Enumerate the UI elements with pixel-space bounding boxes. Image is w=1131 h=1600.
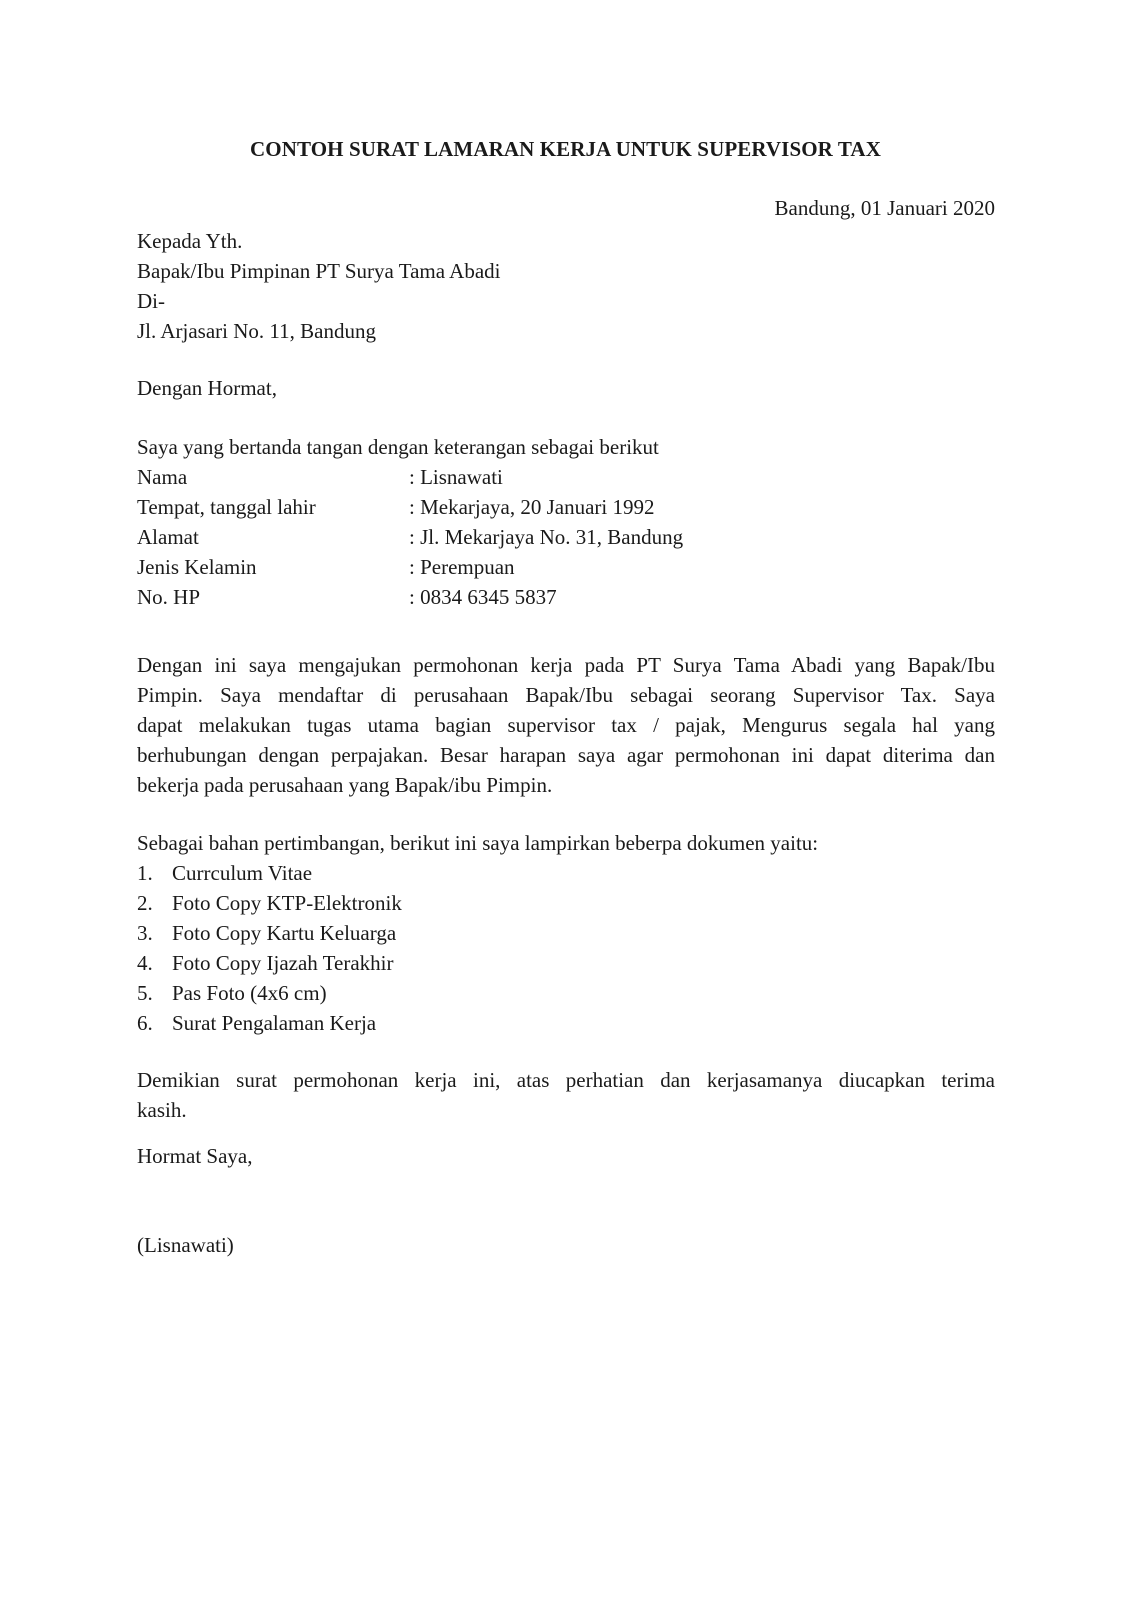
signature-name: (Lisnawati) <box>137 1233 234 1257</box>
list-number: 2. <box>137 891 153 915</box>
recipient-block <box>137 226 995 346</box>
closing-paragraph <box>137 1065 995 1125</box>
detail-label: No. HP <box>137 585 201 609</box>
list-item <box>137 918 995 948</box>
body-line: dapat melakukan tugas utama bagian supervisor tax / pajak, Mengurus segala hal yang <box>137 713 995 737</box>
detail-row <box>137 552 995 582</box>
list-item <box>137 888 995 918</box>
list-number: 4. <box>137 951 153 975</box>
body-line: Dengan ini saya mengajukan permohonan kerja pada PT Surya Tama Abadi yang Bapak/Ibu <box>137 653 995 677</box>
list-number: 6. <box>137 1011 153 1035</box>
detail-row <box>137 462 995 492</box>
closing-line: kasih. <box>137 1098 187 1122</box>
detail-value: : Jl. Mekarjaya No. 31, Bandung <box>409 525 684 549</box>
closing-line: Demikian surat permohonan kerja ini, atas perhatian dan kerjasamanya diucapkan terima <box>137 1068 995 1092</box>
detail-value: : 0834 6345 5837 <box>409 585 557 609</box>
list-text: Foto Copy Ijazah Terakhir <box>172 951 394 975</box>
applicant-details <box>137 462 995 612</box>
body-line: Pimpin. Saya mendaftar di perusahaan Bapak/Ibu sebagai seorang Supervisor Tax. Saya <box>137 683 995 707</box>
list-item <box>137 948 995 978</box>
greeting: Dengan Hormat, <box>137 376 277 400</box>
letter-title: CONTOH SURAT LAMARAN KERJA UNTUK SUPERVISOR TAX <box>250 137 881 161</box>
detail-label: Nama <box>137 465 188 489</box>
letter-date: Bandung, 01 Januari 2020 <box>774 196 995 220</box>
list-text: Pas Foto (4x6 cm) <box>172 981 327 1005</box>
detail-label: Alamat <box>137 525 199 549</box>
recipient-line: Di- <box>137 289 165 313</box>
detail-value: : Mekarjaya, 20 Januari 1992 <box>409 495 655 519</box>
attachments-intro: Sebagai bahan pertimbangan, berikut ini saya lampirkan beberpa dokumen yaitu: <box>137 831 819 855</box>
recipient-line: Bapak/Ibu Pimpinan PT Surya Tama Abadi <box>137 259 501 283</box>
detail-row <box>137 522 995 552</box>
detail-value: : Lisnawati <box>409 465 503 489</box>
recipient-line: Jl. Arjasari No. 11, Bandung <box>137 319 376 343</box>
list-number: 3. <box>137 921 153 945</box>
attachments-list <box>137 858 995 1038</box>
list-text: Surat Pengalaman Kerja <box>172 1011 377 1035</box>
list-text: Foto Copy Kartu Keluarga <box>172 921 397 945</box>
detail-label: Jenis Kelamin <box>137 555 257 579</box>
list-text: Currculum Vitae <box>172 861 313 885</box>
recipient-line: Kepada Yth. <box>137 229 243 253</box>
list-number: 1. <box>137 861 153 885</box>
body-paragraph <box>137 650 995 800</box>
signoff: Hormat Saya, <box>137 1144 253 1168</box>
list-item <box>137 1008 995 1038</box>
detail-row <box>137 582 995 612</box>
list-number: 5. <box>137 981 153 1005</box>
body-line: bekerja pada perusahaan yang Bapak/ibu Pimpin. <box>137 773 553 797</box>
detail-value: : Perempuan <box>409 555 515 579</box>
list-item <box>137 858 995 888</box>
intro-sentence: Saya yang bertanda tangan dengan keterangan sebagai berikut <box>137 435 659 459</box>
detail-row <box>137 492 995 522</box>
list-item <box>137 978 995 1008</box>
detail-label: Tempat, tanggal lahir <box>137 495 316 519</box>
list-text: Foto Copy KTP-Elektronik <box>172 891 402 915</box>
body-line: berhubungan dengan perpajakan. Besar harapan saya agar permohonan ini dapat diterima dan <box>137 743 995 767</box>
